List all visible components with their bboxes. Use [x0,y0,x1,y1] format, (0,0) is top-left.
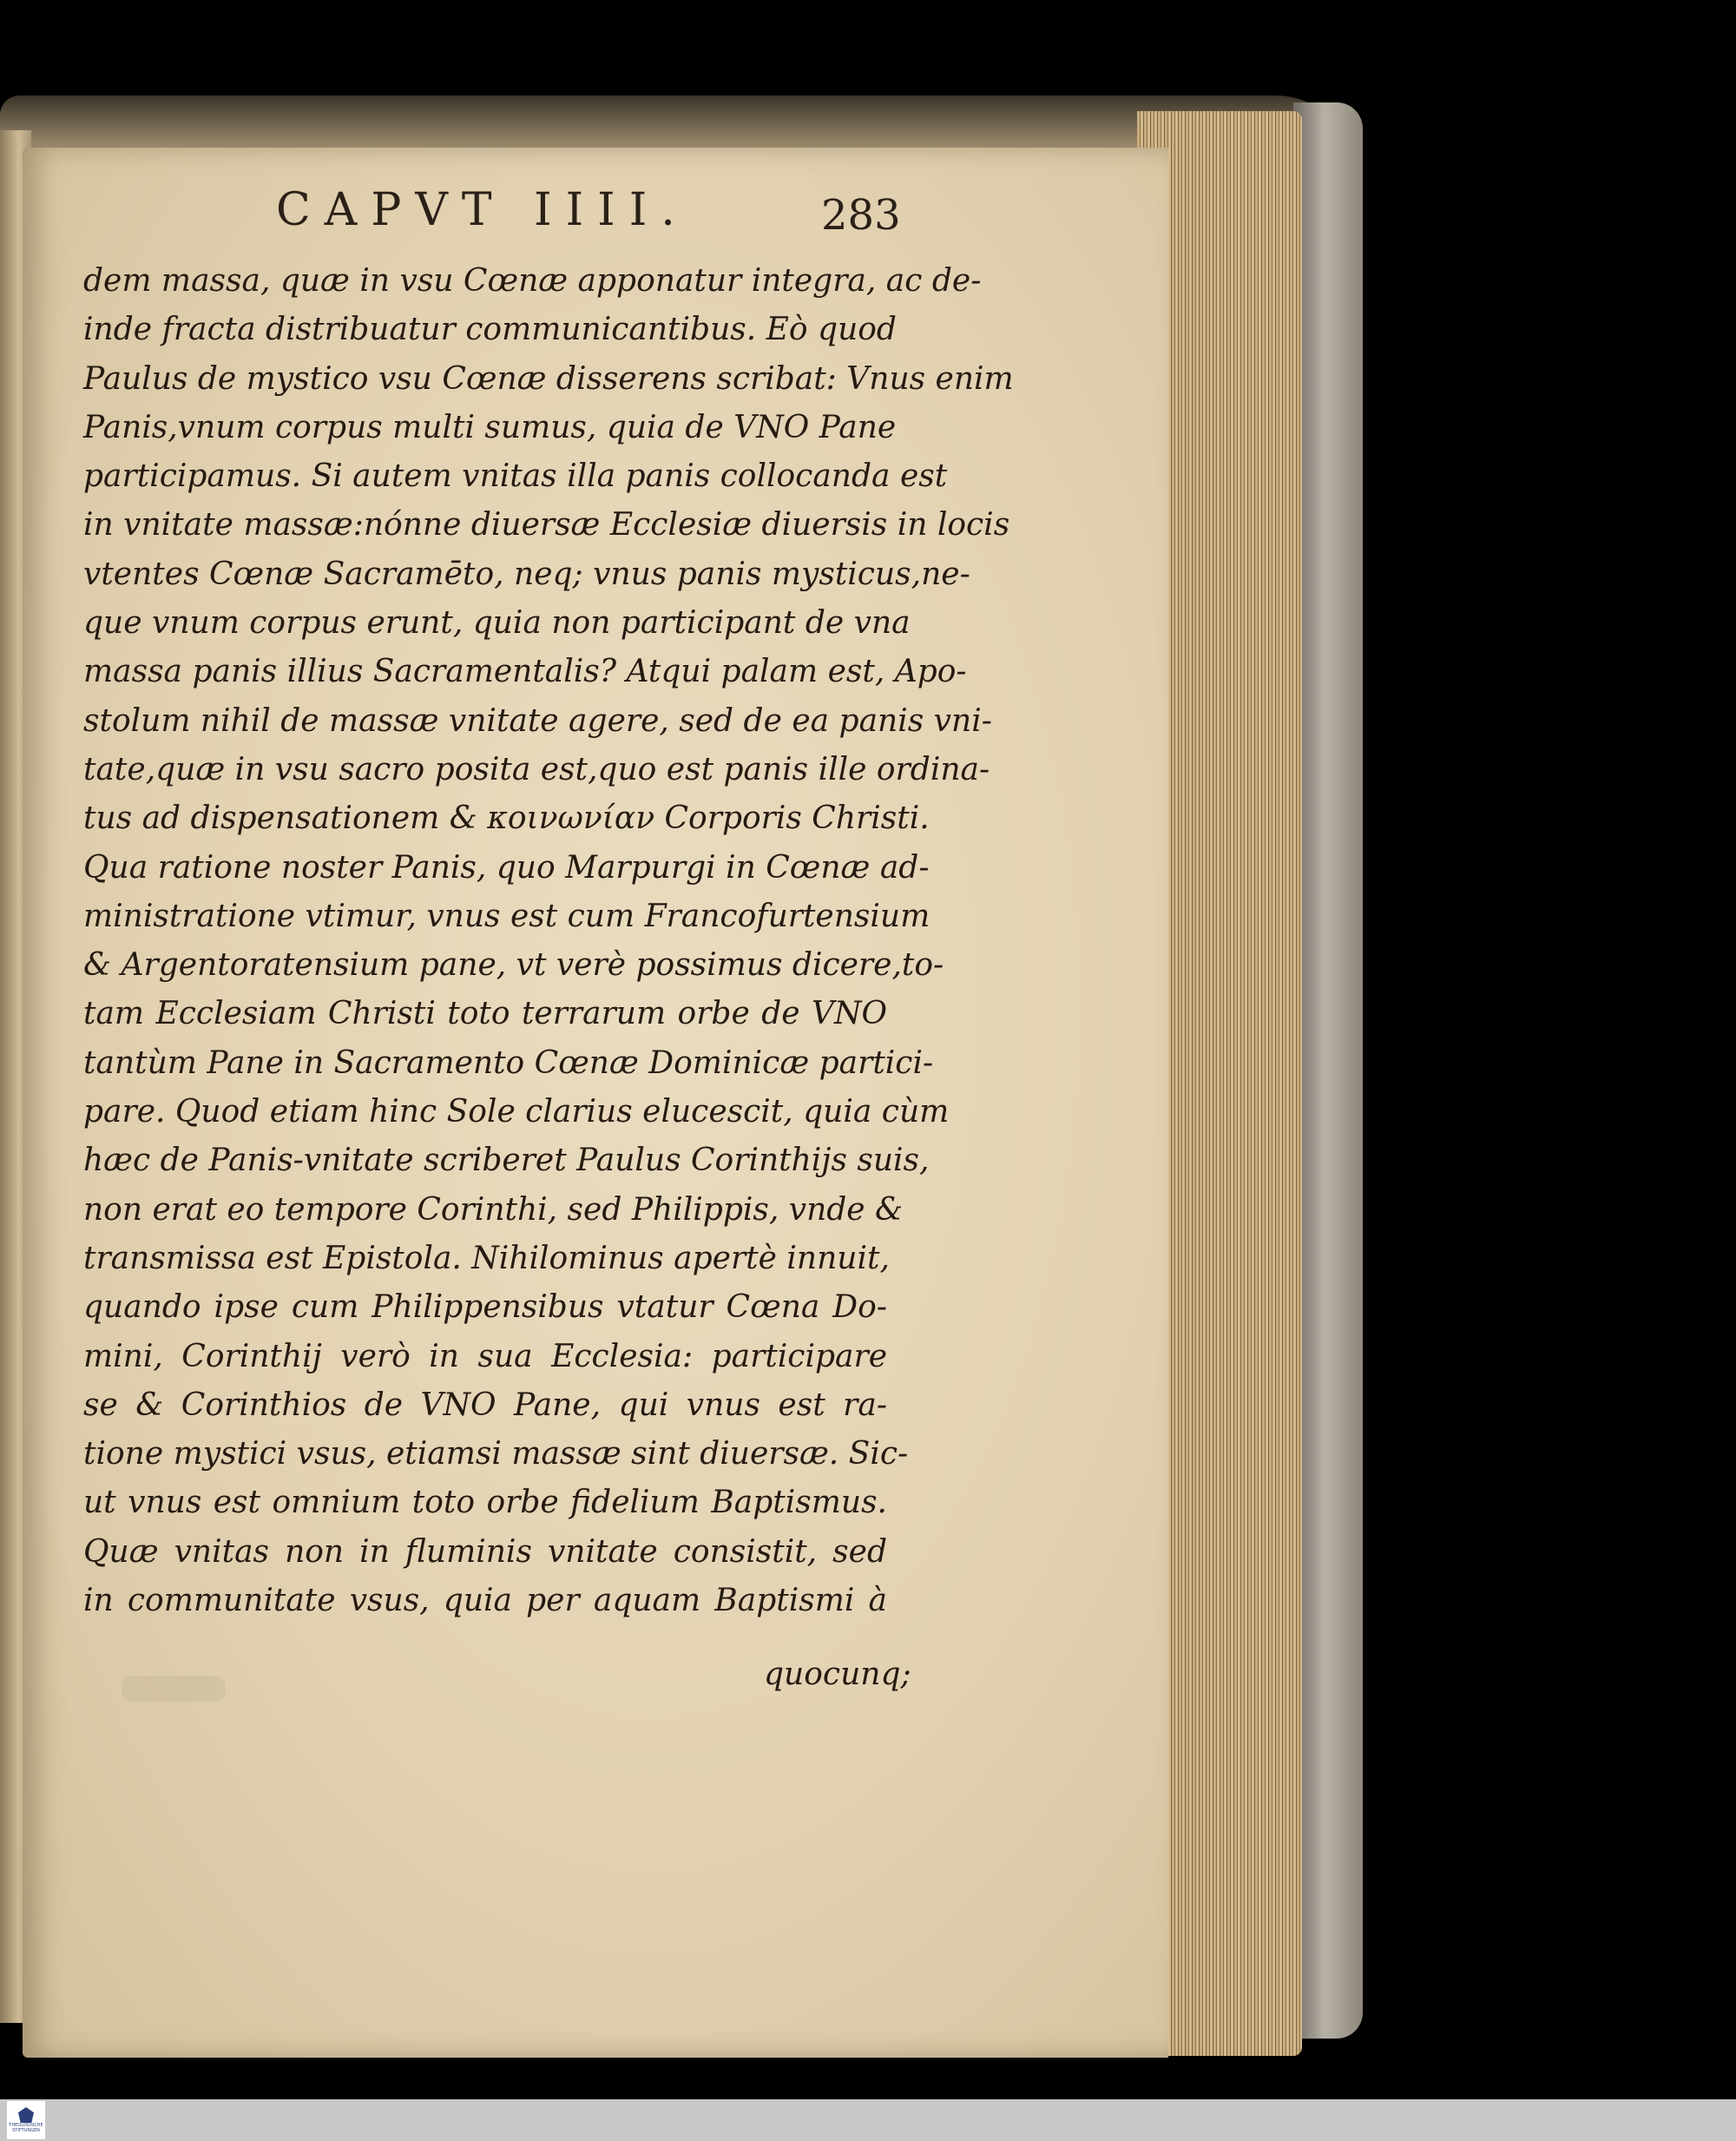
text-line: in communitate vsus, quia per aquam Baptismi à [83,1583,887,1619]
text-line: tate,quæ in vsu sacro posita est,quo est panis ille ordina- [83,751,990,787]
text-line: Qua ratione noster Panis, quo Marpurgi in Cœnæ ad- [83,849,930,886]
back-cover-edge [1293,102,1363,2039]
text-line: pare. Quod etiam hinc Sole clarius elucescit, quia cùm [83,1094,950,1130]
text-line: tione mystici vsus, etiamsi massæ sint diuersæ. Sic- [83,1436,909,1472]
text-line: hæc de Panis-vnitate scriberet Paulus Corinthijs suis, [83,1143,930,1179]
text-line: tus ad dispensationem & κοινωνίαν Corporis Christi. [83,800,930,837]
text-line: que vnum corpus erunt, quia non participant de vna [83,605,911,642]
text-line: inde fracta distribuatur communicantibus. Eò quod [83,312,897,348]
text-line: participamus. Si autem vnitas illa panis collocanda est [83,458,948,495]
text-line: transmissa est Epistola. Nihilominus apertè innuit, [83,1240,890,1276]
page-stain [122,1676,226,1702]
body-text [83,257,1014,1625]
text-line: tantùm Pane in Sacramento Cœnæ Dominicæ partici- [83,1044,934,1081]
text-line: & Argentoratensium pane, vt verè possimus dicere,to- [83,947,944,984]
library-logo [7,2101,45,2139]
page-number: 283 [821,191,901,240]
text-line: tam Ecclesiam Christi toto terrarum orbe de VNO [83,996,887,1032]
text-line: stolum nihil de massæ vnitate agere, sed de ea panis vni- [83,702,992,739]
text-line: se & Corinthios de VNO Pane, qui vnus est ra- [83,1387,887,1423]
text-line: ut vnus est omnium toto orbe fidelium Baptismus. [83,1485,887,1521]
text-line: Quæ vnitas non in fluminis vnitate consistit, sed [83,1533,887,1570]
text-line: mini, Corinthij verò in sua Ecclesia: participare [83,1338,887,1374]
text-line: Paulus de mystico vsu Cœnæ disserens scribat: Vnus enim [83,360,1014,397]
catchword: quocunq; [764,1657,911,1692]
text-line: non erat eo tempore Corinthi, sed Philippis, vnde & [83,1191,904,1228]
viewer-footer-bar [0,2099,1736,2141]
text-line: dem massa, quæ in vsu Cœnæ apponatur integra, ac de- [83,263,982,299]
text-line: quando ipse cum Philippensibus vtatur Cœna Do- [83,1289,887,1326]
text-line: ministratione vtimur, vnus est cum Francofurtensium [83,898,930,934]
text-line: massa panis illius Sacramentalis? Atqui palam est, Apo- [83,654,967,690]
running-head: CAPVT IIII. [276,184,689,236]
text-line: in vnitate massæ:nónne diuersæ Ecclesiæ diuersis in locis [83,507,1010,543]
text-line: vtentes Cœnæ Sacramēto, neq; vnus panis mysticus,ne- [83,556,970,592]
library-logo-icon [18,2107,34,2123]
text-line: Panis,vnum corpus multi sumus, quia de VNO Pane [83,409,897,445]
library-logo-caption: THEOLOGISCHE STIFTUNGEN [9,2123,43,2133]
